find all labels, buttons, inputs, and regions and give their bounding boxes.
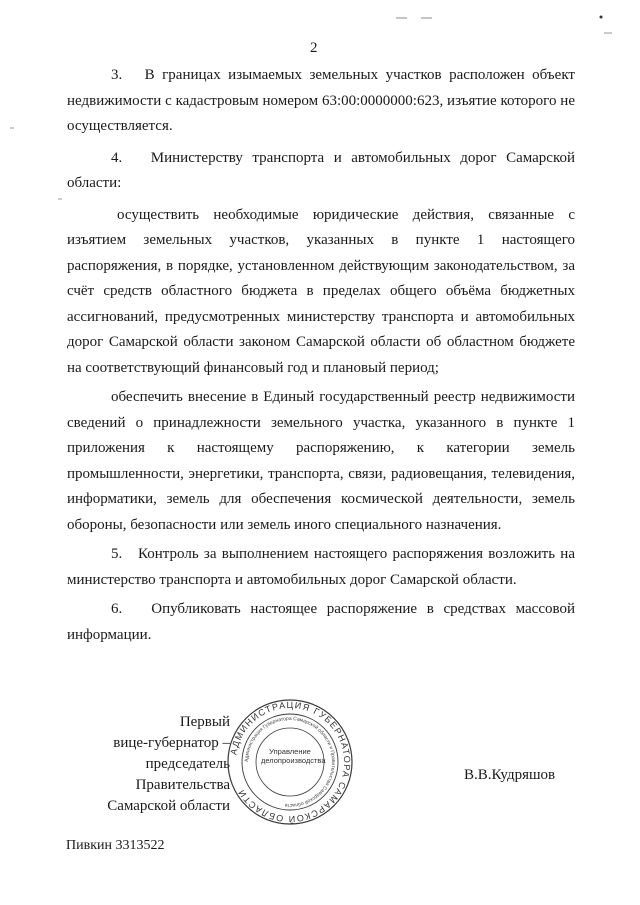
signatory-name: В.В.Кудряшов [464, 767, 556, 783]
page-number: 2 [310, 40, 318, 56]
signatory-title-line: вице-губернатор – [113, 735, 230, 751]
official-seal [225, 697, 355, 827]
seal-center-text: Управление делопроизводства [261, 747, 326, 765]
signatory-title [60, 712, 230, 817]
paragraph-4-action-1: осуществить необходимые юридические действия, связанные с изъятием земельных участков, указанных в пункте 1 настоящего распоряжения, в порядке, установленном действующим законодательством, за счёт средств областного бюджета в пределах общего объёма бюджетных ассигнований, предусмотренных министерству транспорта и автомобильных дорог Самарской области законом Самарской области об областном бюджете на соответствующий финансовый год и плановый период; [67, 206, 575, 376]
paragraph-3: 3. В границах изымаемых земельных участков расположен объект недвижимости с кадастровым номером 63:00:0000000:623, изъятие которого не осуществляется. [67, 67, 575, 134]
document-body [67, 63, 575, 648]
seal-outer-text: АДМИНИСТРАЦИЯ ГУБЕРНАТОРА САМАРСКОЙ ОБЛАСТИ [228, 699, 353, 825]
paragraph-4: 4. Министерству транспорта и автомобильных дорог Самарской области: [67, 149, 575, 191]
signatory-title-line: председатель Правительства [135, 756, 230, 793]
signatory-title-line: Самарской области [107, 798, 230, 814]
executor-info: Пивкин 3313522 [66, 838, 165, 853]
signatory-title-line: Первый [179, 714, 230, 730]
paragraph-6: 6. Опубликовать настоящее распоряжение в средствах массовой информации. [67, 601, 575, 643]
paragraph-5: 5. Контроль за выполнением настоящего распоряжения возложить на министерство транспорта и автомобильных дорог Самарской области. [67, 546, 575, 588]
paragraph-4-action-2: обеспечить внесение в Единый государственный реестр недвижимости сведений о принадлежности земельного участка, указанного в пункте 1 приложения к настоящему распоряжению, к категории земель промышленности, энергетики, транспорта, связи, радиовещания, телевидения, информатики, земель для обеспечения космической деятельности, земель обороны, безопасности или земель иного специального назначения. [67, 389, 575, 533]
scan-mark [600, 16, 603, 19]
seal-inner-text: Администрация Губернатора Самарской области и Правительства Самарской области [243, 715, 337, 809]
